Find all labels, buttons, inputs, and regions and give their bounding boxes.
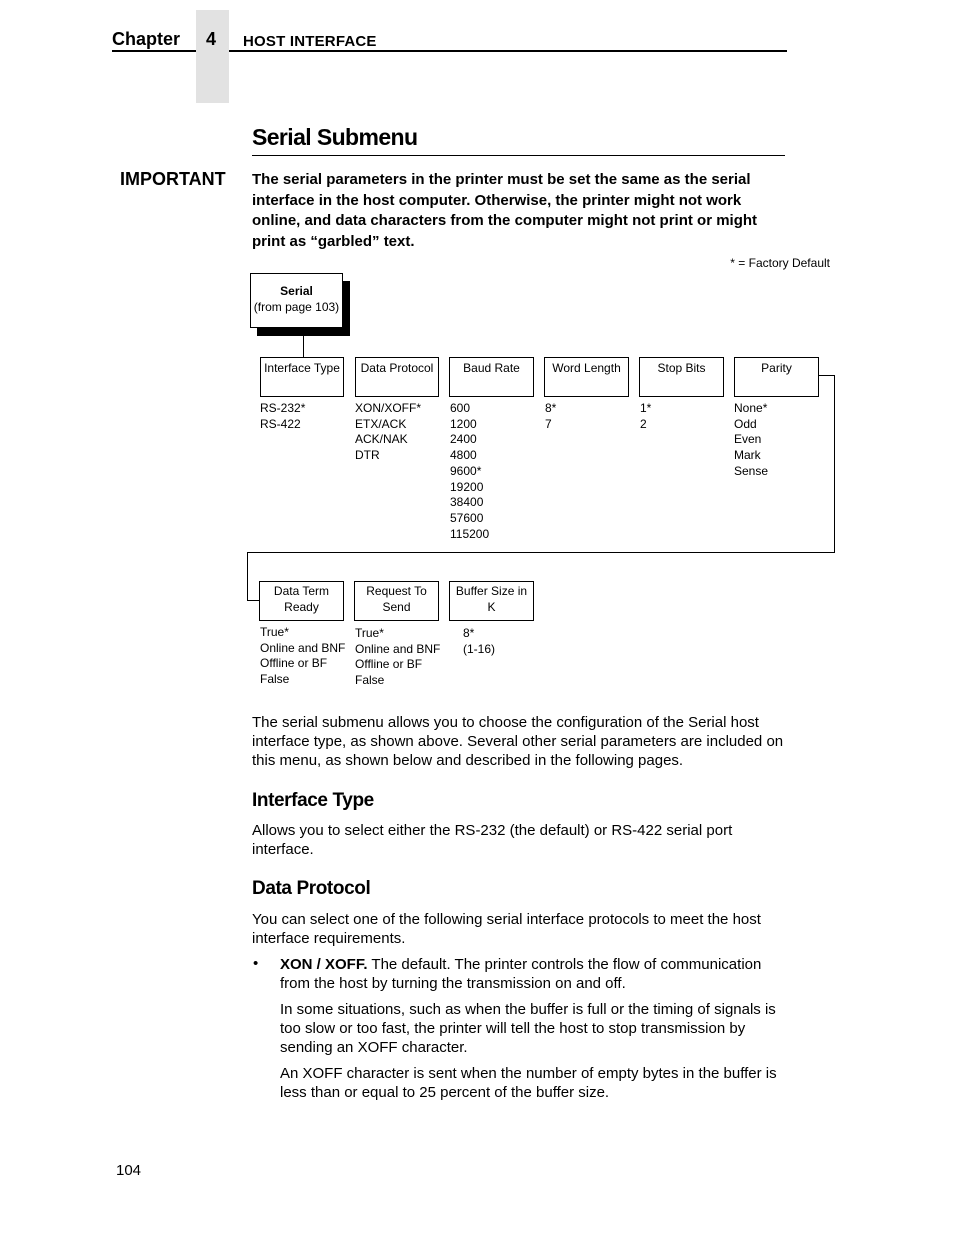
- node-buffer-size: [449, 581, 534, 621]
- serial-root-subtitle: (from page 103): [253, 300, 340, 314]
- option: 115200: [450, 526, 490, 541]
- option: RS-232*: [260, 401, 306, 415]
- options-data-term-ready: [260, 625, 345, 688]
- node-label: K: [487, 600, 496, 614]
- xoff-situation-paragraph: In some situations, such as when the buffer is full or the timing of signals is too slow or too fast, the printer will tell the host to stop transmission by sending an XOFF character.: [280, 1001, 776, 1056]
- node-label: Parity: [761, 361, 792, 375]
- title-rule: [252, 155, 785, 156]
- options-word-length: [545, 401, 556, 432]
- node-label: Data Term: [273, 584, 330, 598]
- options-data-protocol: [355, 401, 421, 464]
- continuation-line: [247, 552, 248, 601]
- options-interface-type: [260, 401, 305, 432]
- options-stop-bits: [640, 401, 651, 432]
- continuation-line: [834, 375, 835, 553]
- option: 57600: [450, 510, 484, 525]
- node-request-to-send: [354, 581, 439, 621]
- option: None*: [734, 401, 768, 415]
- option: (1-16): [463, 641, 496, 656]
- option: True*: [355, 626, 384, 640]
- bullet-icon: •: [253, 955, 259, 972]
- node-interface-type: [260, 357, 344, 397]
- option: ACK/NAK: [355, 432, 408, 447]
- option: 8*: [545, 401, 557, 415]
- option: False: [260, 672, 290, 687]
- option: ETX/ACK: [355, 416, 407, 431]
- chapter-label: Chapter: [112, 29, 181, 49]
- node-label: Request To: [366, 584, 427, 598]
- option: Even: [734, 432, 762, 447]
- option: Online and BNF: [355, 641, 441, 656]
- option: 1*: [640, 401, 652, 415]
- data-protocol-text: You can select one of the following serial interface protocols to meet the host interface requirements.: [252, 911, 761, 947]
- option: Offline or BF: [260, 656, 328, 671]
- option: RS-422: [260, 416, 301, 431]
- header-rule-left: [112, 50, 196, 52]
- option: Sense: [734, 463, 769, 478]
- xoff-sent-paragraph: An XOFF character is sent when the number of empty bytes in the buffer is less than or equal to 25 percent of the buffer size.: [280, 1065, 777, 1101]
- option: Online and BNF: [260, 640, 346, 655]
- option: Offline or BF: [355, 657, 423, 672]
- continuation-line: [819, 375, 835, 376]
- heading-data-protocol: Data Protocol: [252, 878, 371, 899]
- chapter-number: 4: [206, 29, 217, 49]
- node-label: Interface Type: [264, 361, 340, 375]
- node-data-term-ready: [259, 581, 344, 621]
- bullet-term: XON / XOFF.: [280, 956, 368, 973]
- option: DTR: [355, 448, 380, 463]
- section-title: HOST INTERFACE: [243, 33, 377, 50]
- bullet-text: The default. The printer controls the flow of communication from the host by turning the transmission on and off.: [280, 956, 762, 992]
- option: 2400: [450, 432, 477, 447]
- important-label: IMPORTANT: [120, 169, 226, 189]
- factory-default-legend: * = Factory Default: [730, 256, 830, 270]
- options-request-to-send: [355, 626, 440, 689]
- option: 19200: [450, 479, 484, 494]
- interface-type-text: Allows you to select either the RS-232 (the default) or RS-422 serial port interface.: [252, 822, 733, 858]
- node-data-protocol: [355, 357, 439, 397]
- node-label: Ready: [284, 600, 319, 614]
- option: Odd: [734, 416, 757, 431]
- node-label: Stop Bits: [657, 361, 706, 375]
- option: False: [355, 673, 385, 688]
- option: True*: [260, 625, 289, 639]
- bullet-xon-xoff: [280, 955, 792, 993]
- option: 600: [450, 401, 471, 415]
- node-word-length: [544, 357, 629, 397]
- options-baud-rate: [450, 401, 489, 542]
- page-title: Serial Submenu: [252, 124, 418, 150]
- option: 38400: [450, 495, 484, 510]
- option: XON/XOFF*: [355, 401, 422, 415]
- header-rule-right: [229, 50, 787, 52]
- intro-paragraph: The serial submenu allows you to choose the configuration of the Serial host interface type, as shown above. Several other serial parameters are included on this menu, as shown below and described in the following pages.: [252, 714, 784, 769]
- serial-root-title: Serial: [280, 284, 313, 298]
- option: 7: [545, 416, 552, 431]
- option: 8*: [463, 626, 475, 640]
- important-text: The serial parameters in the printer must be set the same as the serial interface in the host computer. Otherwise, the printer might not work online, and data characters from the computer might not print or might print as “garbled” text.: [252, 171, 758, 250]
- continuation-line: [247, 552, 835, 553]
- node-label: Baud Rate: [463, 361, 520, 375]
- options-parity: [734, 401, 768, 480]
- root-connector: [303, 336, 304, 358]
- node-label: Data Protocol: [360, 361, 434, 375]
- options-buffer-size: [463, 626, 495, 657]
- node-parity: [734, 357, 819, 397]
- chapter-tab-marker: [196, 10, 229, 103]
- node-stop-bits: [639, 357, 724, 397]
- option: Mark: [734, 448, 761, 463]
- node-label: Send: [382, 600, 411, 614]
- option: 9600*: [450, 463, 482, 478]
- node-label: Word Length: [552, 361, 621, 375]
- heading-interface-type: Interface Type: [252, 790, 374, 811]
- node-label: Buffer Size in: [455, 584, 528, 598]
- option: 1200: [450, 416, 477, 431]
- serial-root-box: [250, 273, 343, 328]
- option: 4800: [450, 448, 477, 463]
- page-number: 104: [116, 1162, 142, 1179]
- node-baud-rate: [449, 357, 534, 397]
- option: 2: [640, 416, 647, 431]
